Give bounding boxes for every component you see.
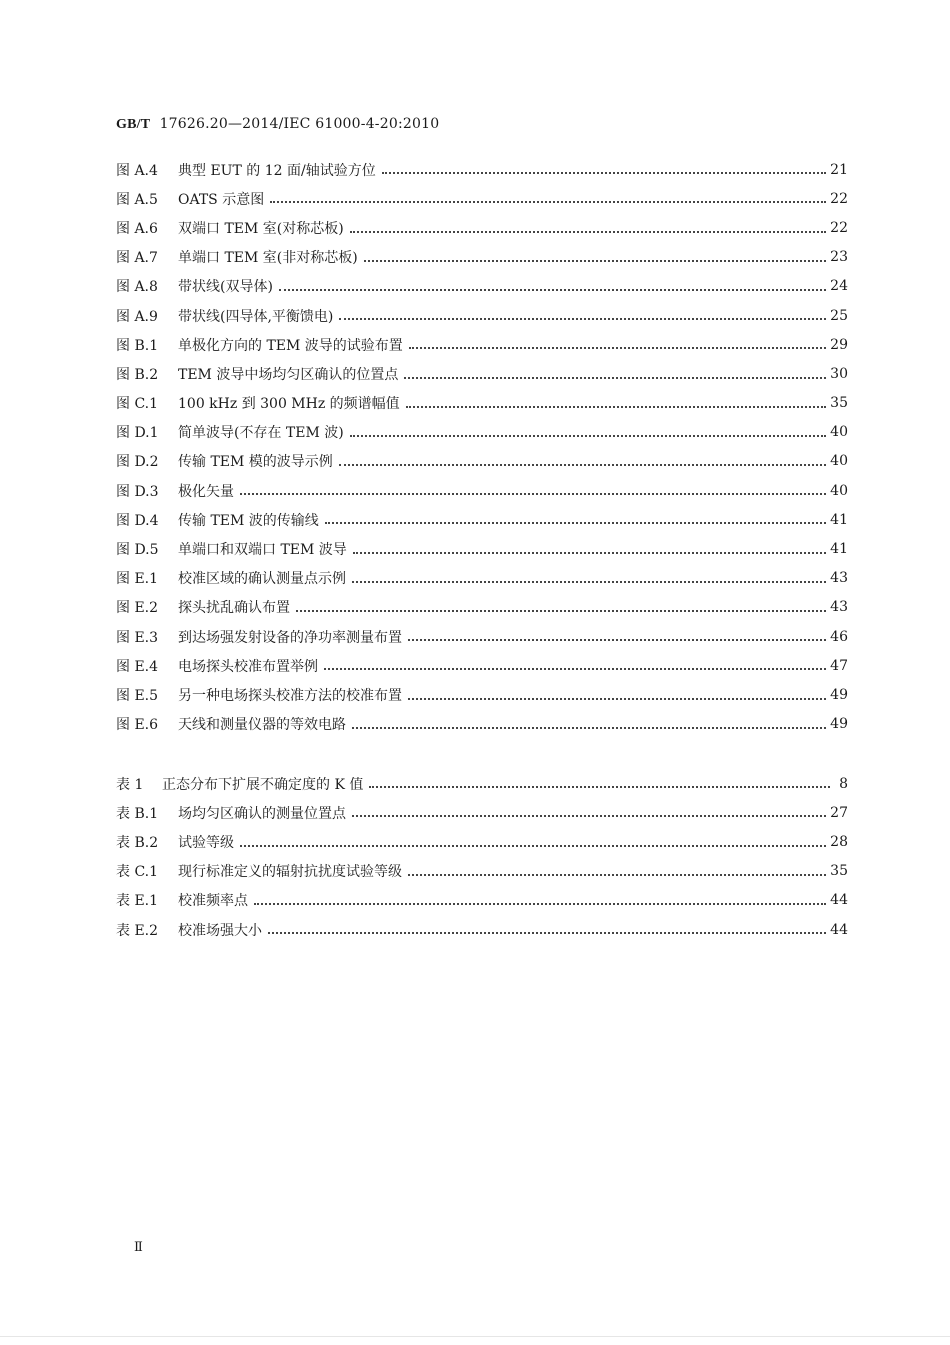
- dot-leader: [352, 567, 826, 583]
- figure-entry[interactable]: [116, 534, 848, 563]
- dot-leader: [406, 392, 826, 408]
- figure-entry-page-number: 25: [830, 307, 848, 324]
- table-entry-page-number: 35: [830, 863, 848, 880]
- figure-entry-title: 单端口和双端口 TEM 波导: [178, 542, 347, 559]
- dot-leader: [353, 538, 826, 554]
- figure-entry-label: 图 E.4: [116, 658, 159, 675]
- table-entry-label: 表 B.1: [116, 805, 159, 822]
- figure-entry[interactable]: [116, 418, 848, 447]
- figure-entry[interactable]: [116, 476, 848, 505]
- figure-entry-title: 另一种电场探头校准方法的校准布置: [178, 687, 402, 704]
- figure-entry-title: TEM 波导中场均匀区确认的位置点: [178, 366, 399, 383]
- dot-leader: [369, 772, 830, 788]
- dot-leader: [382, 158, 826, 174]
- figure-entry-title: 极化矢量: [178, 483, 234, 500]
- figure-entry-title: 传输 TEM 波的传输线: [178, 512, 319, 529]
- figure-entry-title: 100 kHz 到 300 MHz 的频谱幅值: [178, 396, 400, 413]
- figure-entry-title: 双端口 TEM 室(对称芯板): [178, 220, 344, 237]
- figure-entry-page-number: 41: [830, 511, 848, 528]
- figure-entry-label: 图 A.4: [116, 162, 158, 179]
- dot-leader: [270, 187, 826, 203]
- figure-entry-title: 典型 EUT 的 12 面/轴试验方位: [178, 162, 376, 179]
- dot-leader: [409, 333, 826, 349]
- dot-leader: [296, 596, 826, 612]
- figure-entry-page-number: 40: [830, 453, 848, 470]
- figure-entry[interactable]: [116, 447, 848, 476]
- table-entry-page-number: 28: [830, 833, 848, 850]
- figure-entry-title: 天线和测量仪器的等效电路: [178, 717, 346, 734]
- figure-entry-title: 探头扰乱确认布置: [178, 600, 290, 617]
- figure-entry-page-number: 49: [830, 716, 848, 733]
- figure-entry-title: OATS 示意图: [178, 191, 265, 208]
- table-entry-label: 表 E.1: [116, 893, 159, 910]
- dot-leader: [352, 713, 826, 729]
- table-entry[interactable]: [116, 915, 848, 944]
- figure-entry-title: 单极化方向的 TEM 波导的试验布置: [178, 337, 403, 354]
- dot-leader: [350, 217, 826, 233]
- figure-entry[interactable]: [116, 301, 848, 330]
- dot-leader: [339, 450, 826, 466]
- dot-leader: [408, 625, 826, 641]
- figure-entry-page-number: 43: [830, 599, 848, 616]
- figure-entry-label: 图 D.3: [116, 483, 159, 500]
- figure-list: [116, 155, 848, 739]
- figure-entry[interactable]: [116, 710, 848, 739]
- table-entry[interactable]: [116, 769, 848, 798]
- figure-entry-title: 传输 TEM 模的波导示例: [178, 454, 333, 471]
- figure-entry-label: 图 D.1: [116, 425, 159, 442]
- figure-entry[interactable]: [116, 389, 848, 418]
- table-entry-label: 表 B.2: [116, 834, 159, 851]
- figure-entry-page-number: 41: [830, 541, 848, 558]
- dot-leader: [408, 684, 826, 700]
- table-entry-title: 校准频率点: [178, 893, 248, 910]
- figure-entry-page-number: 40: [830, 482, 848, 499]
- figure-entry-label: 图 B.2: [116, 366, 159, 383]
- dot-leader: [339, 304, 826, 320]
- table-entry-title: 校准场强大小: [178, 922, 262, 939]
- figure-entry-page-number: 29: [830, 336, 848, 353]
- figure-entry-page-number: 40: [830, 424, 848, 441]
- dot-leader: [279, 275, 826, 291]
- figure-entry-label: 图 D.2: [116, 454, 159, 471]
- table-entry-title: 正态分布下扩展不确定度的 K 值: [162, 776, 364, 793]
- dot-leader: [268, 918, 826, 934]
- figure-entry-label: 图 A.5: [116, 191, 158, 208]
- figure-entry-page-number: 35: [830, 395, 848, 412]
- figure-entry-title: 单端口 TEM 室(非对称芯板): [178, 250, 358, 267]
- dot-leader: [350, 421, 826, 437]
- figure-entry-label: 图 B.1: [116, 337, 159, 354]
- figure-entry[interactable]: [116, 155, 848, 184]
- figure-entry-title: 电场探头校准布置举例: [178, 658, 318, 675]
- figure-entry[interactable]: [116, 184, 848, 213]
- figure-entry-page-number: 49: [830, 686, 848, 703]
- page-number: Ⅱ: [134, 1240, 143, 1255]
- figure-entry[interactable]: [116, 622, 848, 651]
- figure-entry-title: 校准区域的确认测量点示例: [178, 571, 346, 588]
- figure-entry[interactable]: [116, 330, 848, 359]
- dot-leader: [240, 479, 826, 495]
- dot-leader: [254, 889, 826, 905]
- figure-entry-title: 到达场强发射设备的净功率测量布置: [178, 629, 402, 646]
- dot-leader: [352, 801, 826, 817]
- figure-entry[interactable]: [116, 505, 848, 534]
- table-entry-title: 试验等级: [178, 834, 234, 851]
- figure-entry[interactable]: [116, 213, 848, 242]
- figure-entry-page-number: 30: [830, 365, 848, 382]
- figure-entry-page-number: 21: [830, 161, 848, 178]
- page-edge-divider: [0, 1336, 950, 1337]
- standard-code: 17626.20—2014/IEC 61000-4-20:2010: [159, 116, 440, 132]
- figure-entry-label: 图 D.4: [116, 512, 159, 529]
- figure-entry-title: 带状线(四导体,平衡馈电): [178, 308, 334, 325]
- figure-entry-page-number: 47: [830, 657, 848, 674]
- table-entry-label: 表 C.1: [116, 864, 159, 881]
- figure-entry[interactable]: [116, 243, 848, 272]
- figure-entry[interactable]: [116, 593, 848, 622]
- figure-entry[interactable]: [116, 272, 848, 301]
- figure-entry[interactable]: [116, 359, 848, 388]
- figure-entry-page-number: 22: [830, 190, 848, 207]
- dot-leader: [325, 508, 826, 524]
- table-list: [116, 769, 848, 944]
- figure-entry-label: 图 E.5: [116, 687, 159, 704]
- figure-entry-label: 图 A.8: [116, 279, 158, 296]
- table-entry-page-number: 44: [830, 921, 848, 938]
- figure-entry-page-number: 23: [830, 249, 848, 266]
- figure-entry-page-number: 24: [830, 278, 848, 295]
- table-entry-title: 现行标准定义的辐射抗扰度试验等级: [178, 864, 402, 881]
- table-entry[interactable]: [116, 798, 848, 827]
- figure-entry[interactable]: [116, 680, 848, 709]
- figure-entry-label: 图 A.6: [116, 220, 158, 237]
- figure-entry-page-number: 22: [830, 219, 848, 236]
- figure-entry-page-number: 43: [830, 570, 848, 587]
- table-entry-title: 场均匀区确认的测量位置点: [178, 805, 346, 822]
- table-entry-page-number: 27: [830, 804, 848, 821]
- figure-entry-title: 简单波导(不存在 TEM 波): [178, 425, 344, 442]
- table-entry-page-number: 8: [839, 775, 848, 792]
- dot-leader: [408, 860, 826, 876]
- figure-entry-label: 图 E.2: [116, 600, 159, 617]
- figure-entry[interactable]: [116, 564, 848, 593]
- dot-leader: [404, 363, 826, 379]
- figure-entry-label: 图 E.6: [116, 717, 159, 734]
- table-entry[interactable]: [116, 827, 848, 856]
- dot-leader: [364, 246, 826, 262]
- table-entry[interactable]: [116, 857, 848, 886]
- figure-entry-label: 图 A.9: [116, 308, 158, 325]
- standard-prefix: GB/T: [116, 117, 151, 132]
- figure-entry-label: 图 C.1: [116, 396, 159, 413]
- document-header: [116, 116, 439, 133]
- figure-entry[interactable]: [116, 651, 848, 680]
- table-entry-label: 表 E.2: [116, 922, 159, 939]
- figure-entry-label: 图 A.7: [116, 250, 158, 267]
- table-entry-page-number: 44: [830, 892, 848, 909]
- figure-entry-label: 图 E.1: [116, 571, 159, 588]
- dot-leader: [240, 831, 826, 847]
- dot-leader: [324, 654, 826, 670]
- figure-entry-label: 图 D.5: [116, 542, 159, 559]
- table-entry[interactable]: [116, 886, 848, 915]
- figure-entry-title: 带状线(双导体): [178, 279, 273, 296]
- figure-entry-label: 图 E.3: [116, 629, 159, 646]
- table-entry-label: 表 1: [116, 776, 144, 793]
- figure-entry-page-number: 46: [830, 628, 848, 645]
